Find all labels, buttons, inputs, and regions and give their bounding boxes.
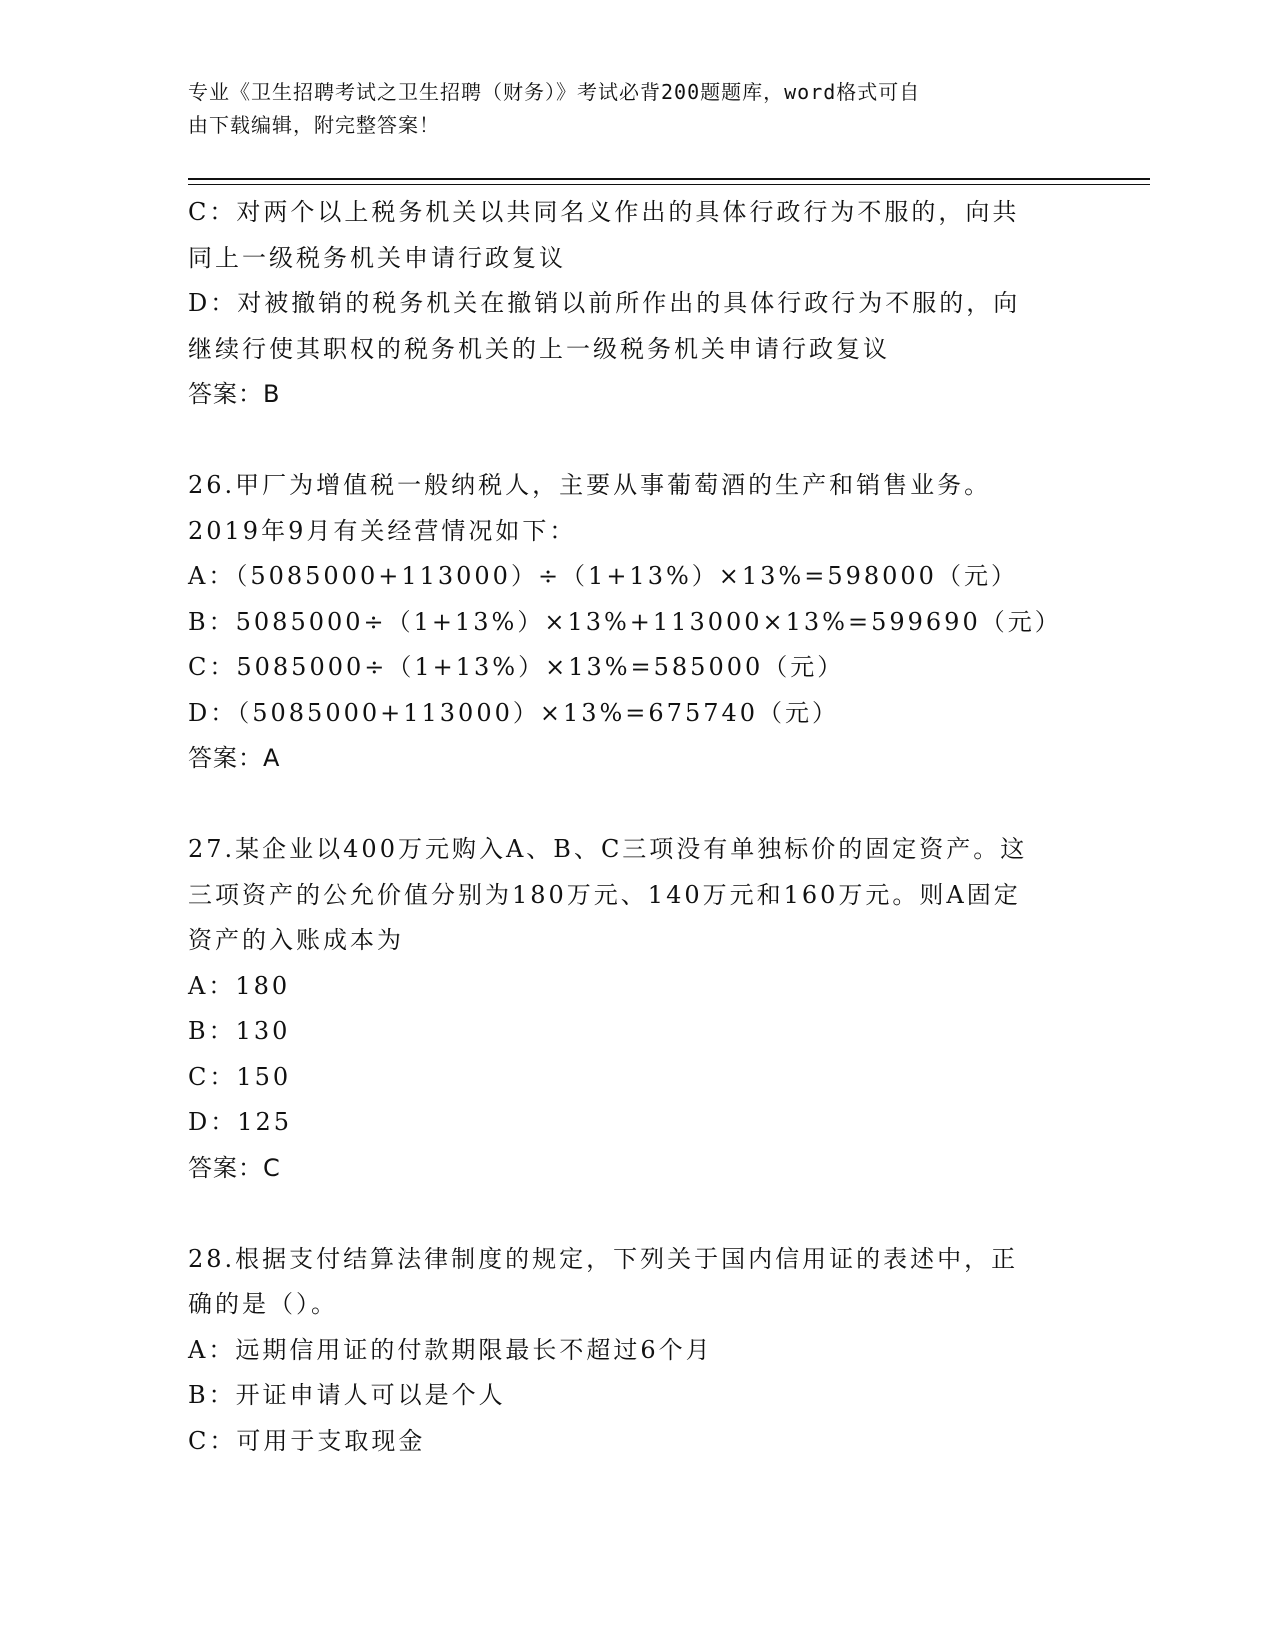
answer-label: 答案：B — [188, 380, 281, 408]
option-line: D：125 — [188, 1108, 293, 1136]
document-body — [188, 190, 1088, 1464]
option-line: 继续行使其职权的税务机关的上一级税务机关申请行政复议 — [188, 334, 890, 363]
option-line: B：开证申请人可以是个人 — [188, 1381, 506, 1409]
answer-label: 答案：A — [188, 744, 281, 772]
question-stem-line: 确的是（）。 — [188, 1290, 338, 1318]
question-stem-line: 三项资产的公允价值分别为180万元、140万元和160万元。则A固定 — [188, 880, 1021, 909]
option-line: D：对被撤销的税务机关在撤销以前所作出的具体行政行为不服的，向 — [188, 289, 1021, 317]
question-28 — [188, 1237, 1088, 1465]
header-line-2: 由下载编辑，附完整答案！ — [188, 113, 440, 137]
option-line: B：5085000÷（1+13%）×13%+113000×13%=599690（元） — [188, 607, 1062, 636]
option-line: C：150 — [188, 1062, 292, 1091]
question-25-tail — [188, 190, 1088, 418]
option-line: A：180 — [188, 971, 291, 1000]
option-line: 同上一级税务机关申请行政复议 — [188, 243, 566, 272]
option-line: D：（5085000+113000）×13%=675740（元） — [188, 698, 840, 727]
question-stem-line: 27.某企业以400万元购入A、B、C三项没有单独标价的固定资产。这 — [188, 835, 1028, 863]
option-line: C：对两个以上税务机关以共同名义作出的具体行政行为不服的，向共 — [188, 198, 1020, 226]
question-stem-line: 2019年9月有关经营情况如下： — [188, 516, 577, 545]
header-divider-thick — [188, 178, 1150, 180]
question-26 — [188, 463, 1088, 782]
answer-label: 答案：C — [188, 1153, 281, 1182]
spacer — [188, 418, 1088, 464]
question-stem-line: 28.根据支付结算法律制度的规定，下列关于国内信用证的表述中，正 — [188, 1244, 1019, 1273]
option-line: A：远期信用证的付款期限最长不超过6个月 — [188, 1335, 713, 1364]
question-stem-line: 26.甲厂为增值税一般纳税人，主要从事葡萄酒的生产和销售业务。 — [188, 471, 992, 499]
option-line: B：130 — [188, 1017, 291, 1045]
option-line: A：（5085000+113000）÷（1+13%）×13%=598000（元） — [188, 562, 1018, 590]
header-line-1: 专业《卫生招聘考试之卫生招聘（财务）》考试必背200题题库，word格式可自 — [188, 80, 921, 104]
question-stem-line: 资产的入账成本为 — [188, 926, 404, 954]
spacer — [188, 782, 1088, 828]
document-header — [188, 76, 1088, 142]
question-27 — [188, 827, 1088, 1191]
spacer — [188, 1191, 1088, 1237]
header-divider-thin — [188, 184, 1150, 185]
option-line: C：5085000÷（1+13%）×13%=585000（元） — [188, 653, 845, 681]
option-line: C：可用于支取现金 — [188, 1426, 426, 1455]
